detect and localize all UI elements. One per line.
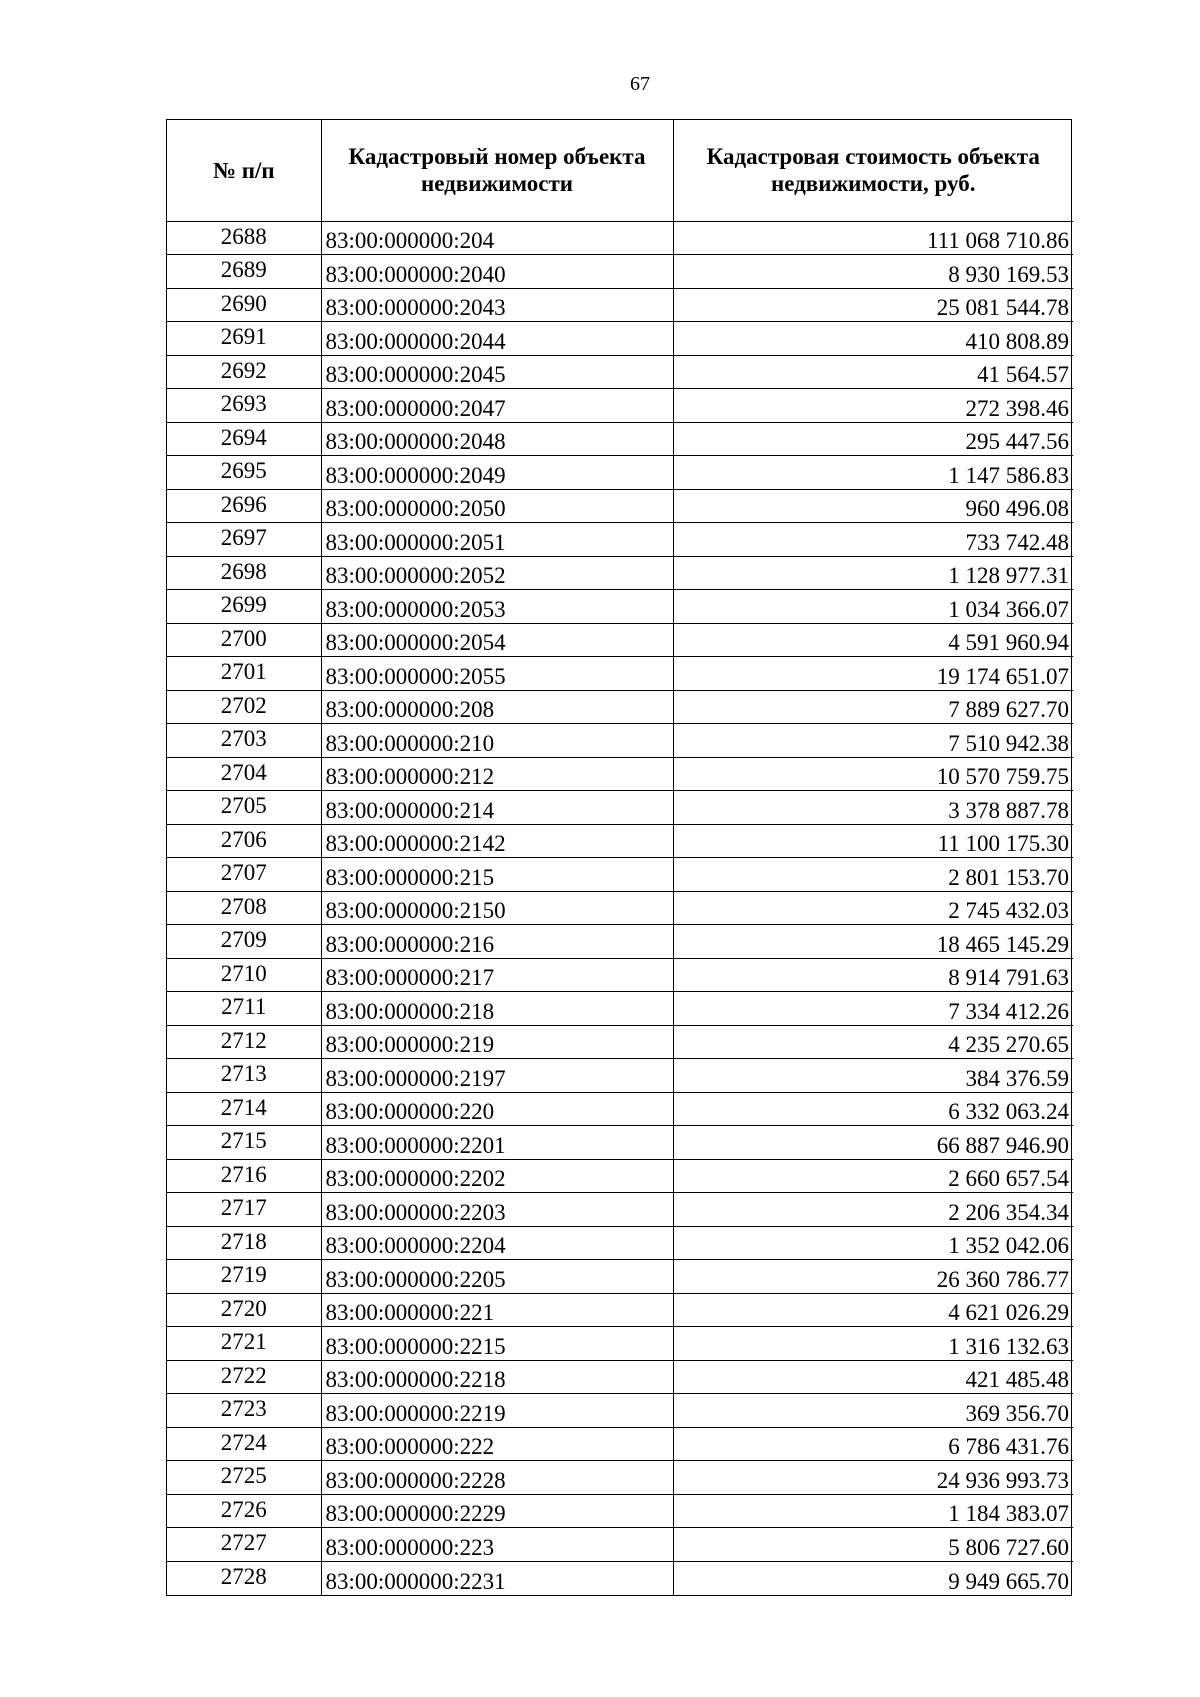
row-number-cell: 2691 xyxy=(167,322,321,356)
cadastral-value-cell: 2 801 153.70 xyxy=(673,858,1073,892)
cadastral-number-cell: 83:00:000000:2150 xyxy=(321,891,673,925)
cadastral-number-cell: 83:00:000000:2205 xyxy=(321,1260,673,1294)
table-row xyxy=(167,925,1073,959)
row-number-cell: 2704 xyxy=(167,757,321,791)
cadastral-value-cell: 1 128 977.31 xyxy=(673,556,1073,590)
row-number-cell: 2695 xyxy=(167,456,321,490)
cadastral-value-cell: 24 936 993.73 xyxy=(673,1461,1073,1495)
table-row xyxy=(167,1260,1073,1294)
cadastral-number-cell: 83:00:000000:2049 xyxy=(321,456,673,490)
row-number-cell: 2711 xyxy=(167,992,321,1026)
cadastral-number-cell: 83:00:000000:2055 xyxy=(321,657,673,691)
row-number-cell: 2692 xyxy=(167,355,321,389)
row-number-cell: 2728 xyxy=(167,1561,321,1595)
cadastral-number-cell: 83:00:000000:2045 xyxy=(321,355,673,389)
cadastral-value-cell: 2 206 354.34 xyxy=(673,1193,1073,1227)
row-number-cell: 2712 xyxy=(167,1025,321,1059)
table-row xyxy=(167,824,1073,858)
row-number-cell: 2726 xyxy=(167,1494,321,1528)
row-number-cell: 2702 xyxy=(167,690,321,724)
row-number-cell: 2698 xyxy=(167,556,321,590)
cadastral-number-cell: 83:00:000000:204 xyxy=(321,221,673,255)
row-number-cell: 2727 xyxy=(167,1528,321,1562)
cadastral-number-cell: 83:00:000000:215 xyxy=(321,858,673,892)
table-row xyxy=(167,355,1073,389)
table-row xyxy=(167,623,1073,657)
row-number-cell: 2715 xyxy=(167,1126,321,1160)
row-number-cell: 2707 xyxy=(167,858,321,892)
table-row xyxy=(167,1025,1073,1059)
table-row xyxy=(167,556,1073,590)
table-row xyxy=(167,1461,1073,1495)
page-number: 67 xyxy=(630,73,650,95)
row-number-cell: 2713 xyxy=(167,1059,321,1093)
table-row xyxy=(167,1193,1073,1227)
row-number-cell: 2694 xyxy=(167,422,321,456)
cadastral-number-cell: 83:00:000000:2043 xyxy=(321,288,673,322)
cadastral-number-cell: 83:00:000000:217 xyxy=(321,958,673,992)
cadastral-number-cell: 83:00:000000:2047 xyxy=(321,389,673,423)
cadastral-value-cell: 960 496.08 xyxy=(673,489,1073,523)
cadastral-number-cell: 83:00:000000:2053 xyxy=(321,590,673,624)
cadastral-value-cell: 2 745 432.03 xyxy=(673,891,1073,925)
cadastral-value-cell: 6 786 431.76 xyxy=(673,1427,1073,1461)
cadastral-value-cell: 4 621 026.29 xyxy=(673,1293,1073,1327)
cadastral-value-cell: 733 742.48 xyxy=(673,523,1073,557)
table-row xyxy=(167,791,1073,825)
table-row xyxy=(167,1427,1073,1461)
row-number-cell: 2690 xyxy=(167,288,321,322)
cadastral-number-cell: 83:00:000000:216 xyxy=(321,925,673,959)
table-row xyxy=(167,1528,1073,1562)
row-number-cell: 2697 xyxy=(167,523,321,557)
cadastral-value-cell: 5 806 727.60 xyxy=(673,1528,1073,1562)
cadastral-number-cell: 83:00:000000:2050 xyxy=(321,489,673,523)
table-row xyxy=(167,1059,1073,1093)
cadastral-value-cell: 19 174 651.07 xyxy=(673,657,1073,691)
cadastral-value-cell: 6 332 063.24 xyxy=(673,1092,1073,1126)
table-row xyxy=(167,1394,1073,1428)
row-number-cell: 2696 xyxy=(167,489,321,523)
cadastral-value-cell: 66 887 946.90 xyxy=(673,1126,1073,1160)
table-row xyxy=(167,456,1073,490)
header-cadastral-value: Кадастровая стоимость объекта недвижимости, руб. xyxy=(673,120,1073,221)
cadastral-number-cell: 83:00:000000:2197 xyxy=(321,1059,673,1093)
table-row xyxy=(167,221,1073,255)
table-row xyxy=(167,422,1073,456)
table-row xyxy=(167,523,1073,557)
cadastral-number-cell: 83:00:000000:2215 xyxy=(321,1327,673,1361)
cadastral-number-cell: 83:00:000000:2203 xyxy=(321,1193,673,1227)
cadastral-value-cell: 4 591 960.94 xyxy=(673,623,1073,657)
cadastral-value-cell: 25 081 544.78 xyxy=(673,288,1073,322)
row-number-cell: 2710 xyxy=(167,958,321,992)
row-number-cell: 2708 xyxy=(167,891,321,925)
row-number-cell: 2724 xyxy=(167,1427,321,1461)
cadastral-number-cell: 83:00:000000:2201 xyxy=(321,1126,673,1160)
header-row-number: № п/п xyxy=(167,120,321,221)
table-row xyxy=(167,992,1073,1026)
cadastral-number-cell: 83:00:000000:2231 xyxy=(321,1561,673,1595)
cadastral-number-cell: 83:00:000000:2051 xyxy=(321,523,673,557)
row-number-cell: 2716 xyxy=(167,1159,321,1193)
row-number-cell: 2703 xyxy=(167,724,321,758)
row-number-cell: 2717 xyxy=(167,1193,321,1227)
table-row xyxy=(167,1226,1073,1260)
table-row xyxy=(167,690,1073,724)
cadastral-number-cell: 83:00:000000:212 xyxy=(321,757,673,791)
cadastral-value-cell: 26 360 786.77 xyxy=(673,1260,1073,1294)
cadastral-value-cell: 1 316 132.63 xyxy=(673,1327,1073,1361)
table-row xyxy=(167,724,1073,758)
cadastral-number-cell: 83:00:000000:218 xyxy=(321,992,673,1026)
cadastral-number-cell: 83:00:000000:2048 xyxy=(321,422,673,456)
cadastral-value-cell: 7 334 412.26 xyxy=(673,992,1073,1026)
table-row xyxy=(167,891,1073,925)
cadastral-value-cell: 111 068 710.86 xyxy=(673,221,1073,255)
cadastral-number-cell: 83:00:000000:208 xyxy=(321,690,673,724)
cadastral-value-cell: 7 510 942.38 xyxy=(673,724,1073,758)
row-number-cell: 2709 xyxy=(167,925,321,959)
cadastral-value-cell: 295 447.56 xyxy=(673,422,1073,456)
cadastral-value-cell: 11 100 175.30 xyxy=(673,824,1073,858)
cadastral-number-cell: 83:00:000000:223 xyxy=(321,1528,673,1562)
row-number-cell: 2718 xyxy=(167,1226,321,1260)
row-number-cell: 2699 xyxy=(167,590,321,624)
cadastral-value-cell: 421 485.48 xyxy=(673,1360,1073,1394)
cadastral-number-cell: 83:00:000000:2040 xyxy=(321,255,673,289)
cadastral-number-cell: 83:00:000000:2202 xyxy=(321,1159,673,1193)
cadastral-value-cell: 3 378 887.78 xyxy=(673,791,1073,825)
table-header-row xyxy=(167,120,1073,221)
cadastral-number-cell: 83:00:000000:2142 xyxy=(321,824,673,858)
cadastral-number-cell: 83:00:000000:214 xyxy=(321,791,673,825)
table-row xyxy=(167,1494,1073,1528)
cadastral-number-cell: 83:00:000000:2219 xyxy=(321,1394,673,1428)
row-number-cell: 2705 xyxy=(167,791,321,825)
table-row xyxy=(167,1159,1073,1193)
cadastral-value-cell: 1 184 383.07 xyxy=(673,1494,1073,1528)
cadastral-value-cell: 1 147 586.83 xyxy=(673,456,1073,490)
row-number-cell: 2700 xyxy=(167,623,321,657)
cadastral-number-cell: 83:00:000000:2054 xyxy=(321,623,673,657)
cadastral-value-cell: 8 914 791.63 xyxy=(673,958,1073,992)
row-number-cell: 2723 xyxy=(167,1394,321,1428)
table-row xyxy=(167,1126,1073,1160)
cadastral-value-cell: 9 949 665.70 xyxy=(948,1568,1069,1594)
row-number-cell: 2688 xyxy=(167,221,321,255)
cadastral-value-cell: 369 356.70 xyxy=(673,1394,1073,1428)
table-row xyxy=(167,1360,1073,1394)
table-row xyxy=(167,1561,1073,1595)
row-number-cell: 2719 xyxy=(167,1260,321,1294)
row-number-cell: 2706 xyxy=(167,824,321,858)
table-row xyxy=(167,489,1073,523)
table-row xyxy=(167,657,1073,691)
table-row xyxy=(167,255,1073,289)
row-number-cell: 2721 xyxy=(167,1327,321,1361)
cadastral-number-cell: 83:00:000000:2229 xyxy=(321,1494,673,1528)
cadastral-value-cell: 18 465 145.29 xyxy=(673,925,1073,959)
row-number-cell: 2725 xyxy=(167,1461,321,1495)
table-body xyxy=(167,221,1073,1595)
row-number-cell: 2720 xyxy=(167,1293,321,1327)
table-row xyxy=(167,322,1073,356)
cadastral-value-cell: 2 660 657.54 xyxy=(673,1159,1073,1193)
cadastral-value-cell: 7 889 627.70 xyxy=(673,690,1073,724)
table-row xyxy=(167,288,1073,322)
cadastral-table-container xyxy=(166,119,1072,1596)
row-number-cell: 2714 xyxy=(167,1092,321,1126)
cadastral-value-cell: 1 352 042.06 xyxy=(673,1226,1073,1260)
cadastral-value-cell: 41 564.57 xyxy=(673,355,1073,389)
cadastral-value-cell: 384 376.59 xyxy=(673,1059,1073,1093)
table-row xyxy=(167,1327,1073,1361)
table-row xyxy=(167,1092,1073,1126)
cadastral-number-cell: 83:00:000000:220 xyxy=(321,1092,673,1126)
row-number-cell: 2693 xyxy=(167,389,321,423)
cadastral-number-cell: 83:00:000000:2218 xyxy=(321,1360,673,1394)
cadastral-number-cell: 83:00:000000:2052 xyxy=(321,556,673,590)
cadastral-number-cell: 83:00:000000:2044 xyxy=(321,322,673,356)
table-row xyxy=(167,389,1073,423)
row-number-cell: 2722 xyxy=(167,1360,321,1394)
table-row xyxy=(167,958,1073,992)
table-row xyxy=(167,757,1073,791)
cadastral-number-cell: 83:00:000000:2228 xyxy=(321,1461,673,1495)
row-number-cell: 2689 xyxy=(167,255,321,289)
row-number-cell: 2701 xyxy=(167,657,321,691)
cadastral-number-cell: 83:00:000000:2204 xyxy=(321,1226,673,1260)
cadastral-value-cell: 8 930 169.53 xyxy=(673,255,1073,289)
cadastral-number-cell: 83:00:000000:219 xyxy=(321,1025,673,1059)
table-row xyxy=(167,590,1073,624)
cadastral-value-cell: 4 235 270.65 xyxy=(673,1025,1073,1059)
table-row xyxy=(167,1293,1073,1327)
cadastral-number-cell: 83:00:000000:222 xyxy=(321,1427,673,1461)
cadastral-value-cell: 10 570 759.75 xyxy=(673,757,1073,791)
cadastral-value-cell: 272 398.46 xyxy=(673,389,1073,423)
table-row xyxy=(167,858,1073,892)
cadastral-value-cell: 1 034 366.07 xyxy=(673,590,1073,624)
cadastral-value-cell: 410 808.89 xyxy=(673,322,1073,356)
header-cadastral-number: Кадастровый номер объекта недвижимости xyxy=(321,120,673,221)
cadastral-value-table xyxy=(167,120,1073,1595)
cadastral-number-cell: 83:00:000000:221 xyxy=(321,1293,673,1327)
cadastral-number-cell: 83:00:000000:210 xyxy=(321,724,673,758)
